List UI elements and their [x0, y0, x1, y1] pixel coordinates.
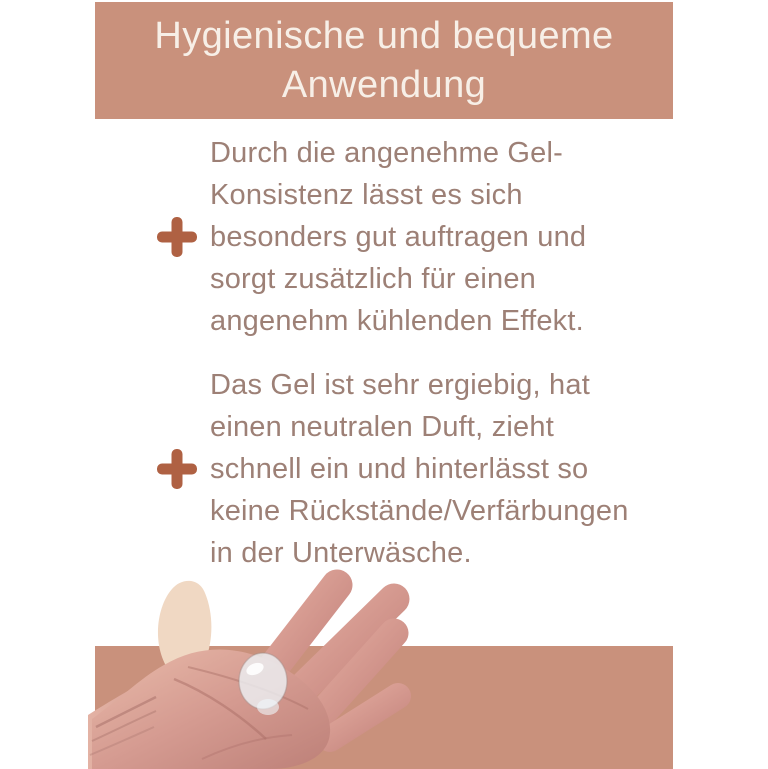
- text-line: angenehm kühlenden Effekt.: [210, 305, 584, 337]
- text-line: Konsistenz lässt es sich: [210, 179, 523, 211]
- plus-icon: [157, 217, 197, 257]
- hand-photo: [82, 569, 477, 769]
- benefit-point-1-text: [210, 132, 586, 342]
- text-line: Das Gel ist sehr ergiebig, hat: [210, 369, 590, 401]
- plus-icon: [157, 449, 197, 489]
- text-line: sorgt zusätzlich für einen: [210, 263, 536, 295]
- title-line-2: Anwendung: [281, 63, 487, 106]
- title-line-1: Hygienische und bequeme: [154, 14, 614, 57]
- palm: [92, 649, 330, 769]
- text-line: keine Rückstände/Verfärbungen: [210, 495, 629, 527]
- text-line: in der Unterwäsche.: [210, 537, 472, 569]
- text-line: schnell ein und hinterlässt so: [210, 453, 589, 485]
- text-line: besonders gut auftragen und: [210, 221, 587, 253]
- header-banner: [95, 2, 673, 119]
- benefit-point-2-text: [210, 364, 629, 574]
- benefit-point-1: [157, 132, 586, 342]
- text-line: Durch die angenehme Gel-: [210, 137, 563, 169]
- benefit-point-2: [157, 364, 629, 574]
- text-line: einen neutralen Duft, zieht: [210, 411, 554, 443]
- page-title: [154, 12, 613, 110]
